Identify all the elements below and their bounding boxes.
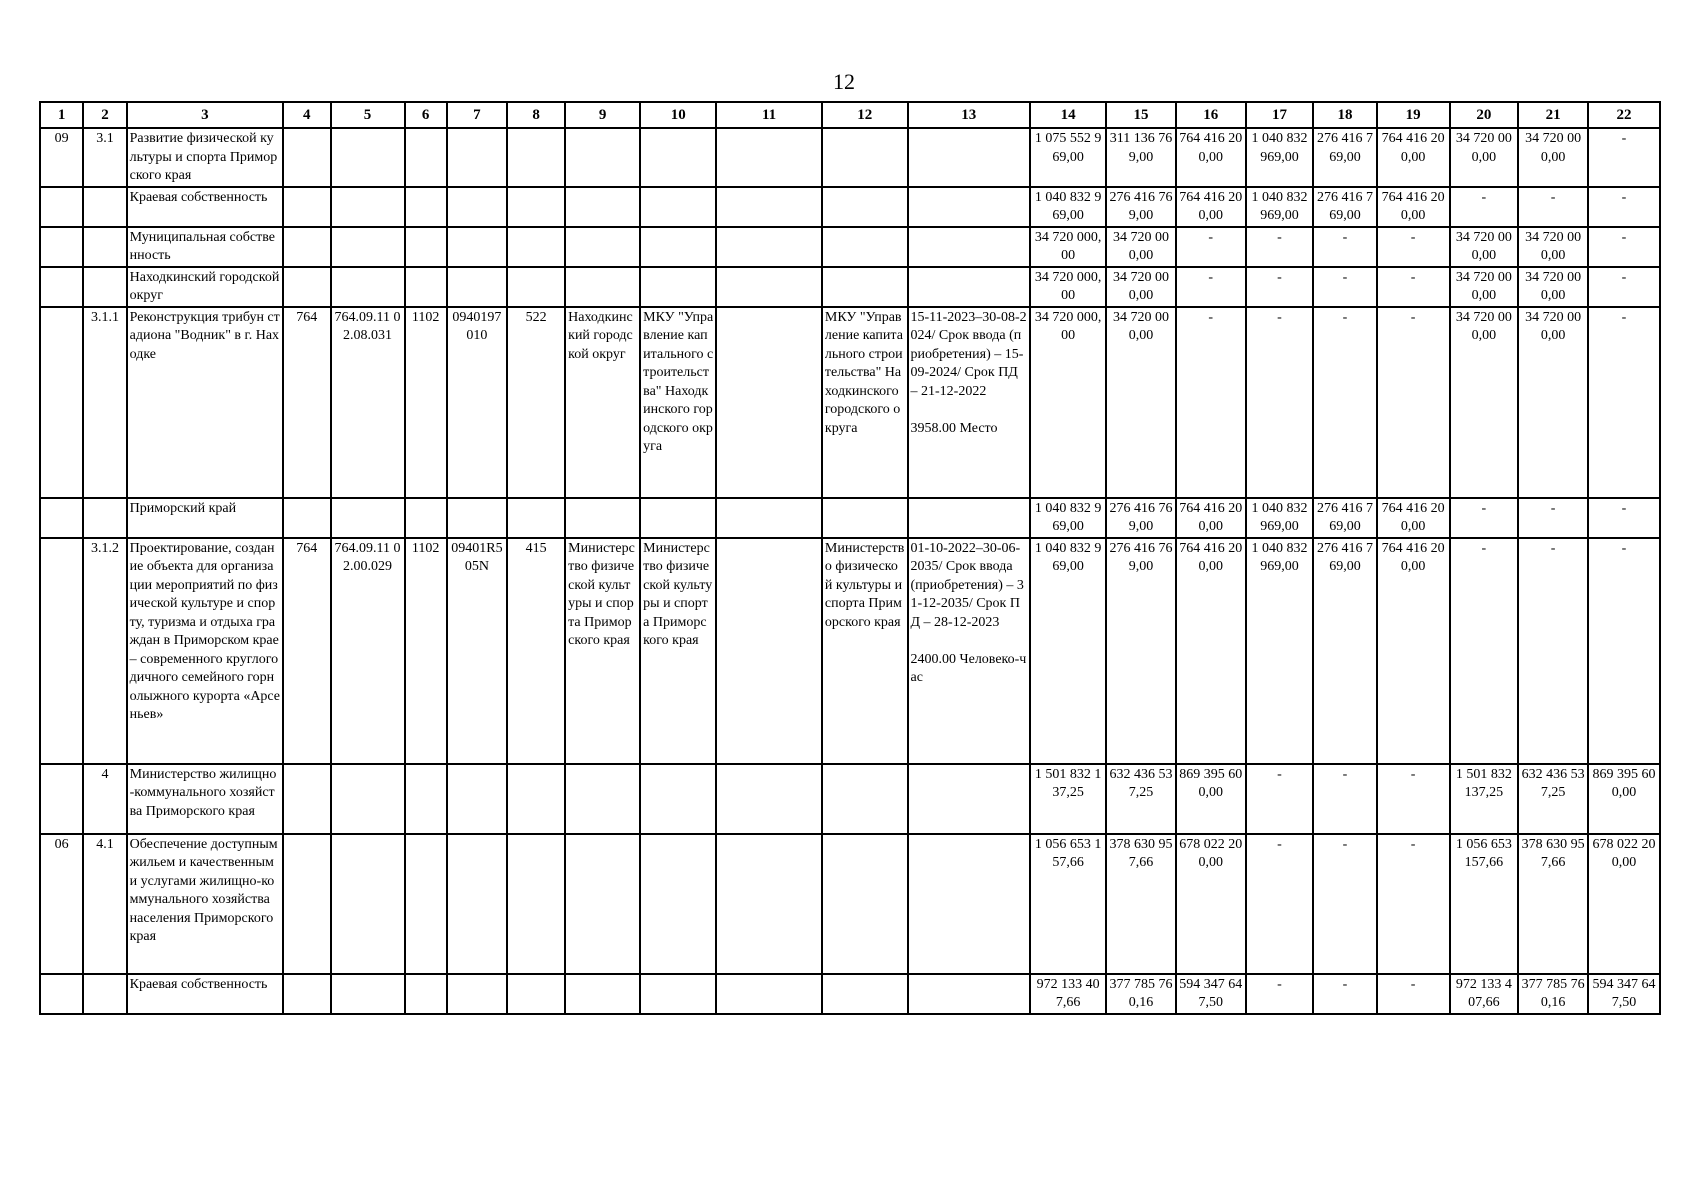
cell-col-20: - [1450,498,1519,538]
cell-col-19: - [1377,307,1450,498]
cell-col-8 [507,267,565,307]
cell-col-11 [716,307,822,498]
cell-col-9 [565,498,640,538]
cell-col-21: 34 720 000,00 [1518,307,1588,498]
cell-col-3: Обеспечение доступным жильем и качественными услугами жилищно-коммунального хозяйства населения Приморского края [127,834,283,974]
cell-col-11 [716,974,822,1014]
cell-col-19: 764 416 200,00 [1377,128,1450,187]
cell-col-12 [822,267,908,307]
cell-col-5 [331,128,405,187]
cell-col-20: - [1450,187,1519,227]
cell-col-3: Краевая собственность [127,187,283,227]
cell-col-11 [716,267,822,307]
cell-col-1: 09 [40,128,83,187]
cell-col-3: Находкинский городской округ [127,267,283,307]
cell-col-12: Министерство физической культуры и спорта Приморского края [822,538,908,764]
cell-col-16: - [1176,227,1246,267]
cell-col-1 [40,538,83,764]
cell-col-4 [283,498,331,538]
cell-col-5: 764.09.11 02.08.031 [331,307,405,498]
cell-col-18: - [1313,307,1376,498]
cell-col-14: 1 075 552 969,00 [1030,128,1106,187]
cell-col-14: 1 056 653 157,66 [1030,834,1106,974]
cell-col-15: 632 436 537,25 [1106,764,1176,834]
cell-col-10 [640,227,716,267]
cell-col-15: 34 720 000,00 [1106,267,1176,307]
cell-col-19: - [1377,834,1450,974]
cell-col-22: - [1588,538,1660,764]
table-row [40,307,1660,498]
cell-col-8 [507,834,565,974]
cell-col-13 [908,974,1031,1014]
cell-col-22: 869 395 600,00 [1588,764,1660,834]
column-header-16: 16 [1176,102,1246,128]
cell-col-11 [716,538,822,764]
cell-col-21: - [1518,498,1588,538]
cell-col-10 [640,267,716,307]
cell-col-16: 869 395 600,00 [1176,764,1246,834]
cell-col-5 [331,227,405,267]
cell-col-8 [507,227,565,267]
column-header-6: 6 [405,102,447,128]
cell-col-11 [716,187,822,227]
cell-col-12 [822,974,908,1014]
cell-col-21: 34 720 000,00 [1518,227,1588,267]
column-header-19: 19 [1377,102,1450,128]
budget-table [39,101,1661,1015]
cell-col-20: 34 720 000,00 [1450,307,1519,498]
cell-col-5 [331,498,405,538]
cell-col-17: - [1246,307,1314,498]
cell-col-4 [283,834,331,974]
cell-col-8 [507,498,565,538]
cell-col-10: МКУ "Управление капитального строительства" Находкинского городского округа [640,307,716,498]
cell-col-14: 972 133 407,66 [1030,974,1106,1014]
cell-col-6 [405,834,447,974]
cell-col-16: 678 022 200,00 [1176,834,1246,974]
cell-col-2: 4 [83,764,126,834]
cell-col-22: - [1588,267,1660,307]
cell-col-5 [331,974,405,1014]
cell-col-2: 3.1.1 [83,307,126,498]
cell-col-15: 311 136 769,00 [1106,128,1176,187]
cell-col-14: 34 720 000,00 [1030,267,1106,307]
cell-col-10 [640,498,716,538]
cell-col-16: 594 347 647,50 [1176,974,1246,1014]
cell-col-19: 764 416 200,00 [1377,187,1450,227]
cell-col-7 [447,834,507,974]
cell-col-15: 276 416 769,00 [1106,187,1176,227]
cell-col-22: - [1588,498,1660,538]
cell-col-3: Муниципальная собственность [127,227,283,267]
cell-col-18: - [1313,974,1376,1014]
cell-col-13 [908,498,1031,538]
cell-col-8: 522 [507,307,565,498]
cell-col-9 [565,187,640,227]
table-body [40,128,1660,1014]
column-header-2: 2 [83,102,126,128]
cell-col-15: 276 416 769,00 [1106,538,1176,764]
cell-col-14: 1 040 832 969,00 [1030,187,1106,227]
cell-col-6 [405,128,447,187]
cell-col-18: - [1313,834,1376,974]
cell-col-7: 09401R505N [447,538,507,764]
table-row [40,764,1660,834]
table-row [40,538,1660,764]
cell-col-12 [822,764,908,834]
cell-col-1 [40,227,83,267]
cell-col-6 [405,187,447,227]
cell-col-3: Развитие физической культуры и спорта Приморского края [127,128,283,187]
column-header-8: 8 [507,102,565,128]
cell-col-21: 378 630 957,66 [1518,834,1588,974]
cell-col-15: 377 785 760,16 [1106,974,1176,1014]
cell-col-3: Реконструкция трибун стадиона "Водник" в г. Находке [127,307,283,498]
cell-col-5 [331,267,405,307]
cell-col-17: - [1246,974,1314,1014]
column-header-21: 21 [1518,102,1588,128]
column-header-22: 22 [1588,102,1660,128]
cell-col-14: 34 720 000,00 [1030,307,1106,498]
cell-col-5 [331,834,405,974]
column-header-9: 9 [565,102,640,128]
cell-col-2: 3.1 [83,128,126,187]
cell-col-14: 1 501 832 137,25 [1030,764,1106,834]
cell-col-21: 377 785 760,16 [1518,974,1588,1014]
cell-col-11 [716,128,822,187]
cell-col-19: - [1377,764,1450,834]
cell-col-19: 764 416 200,00 [1377,538,1450,764]
cell-col-18: 276 416 769,00 [1313,538,1376,764]
cell-col-17: 1 040 832 969,00 [1246,538,1314,764]
column-header-14: 14 [1030,102,1106,128]
cell-col-14: 34 720 000,00 [1030,227,1106,267]
cell-col-10 [640,764,716,834]
table-row [40,128,1660,187]
cell-col-6 [405,764,447,834]
cell-col-16: 764 416 200,00 [1176,128,1246,187]
header-row [40,102,1660,128]
cell-col-20: 34 720 000,00 [1450,227,1519,267]
cell-col-9: Министерство физической культуры и спорта Приморского края [565,538,640,764]
cell-col-6: 1102 [405,538,447,764]
cell-col-18: - [1313,764,1376,834]
cell-col-16: - [1176,267,1246,307]
cell-col-2 [83,267,126,307]
cell-col-6 [405,974,447,1014]
cell-col-13 [908,187,1031,227]
cell-col-15: 378 630 957,66 [1106,834,1176,974]
cell-col-8 [507,764,565,834]
cell-col-20: - [1450,538,1519,764]
page-number: 12 [833,69,855,94]
cell-col-1 [40,307,83,498]
cell-col-20: 1 501 832 137,25 [1450,764,1519,834]
cell-col-18: 276 416 769,00 [1313,498,1376,538]
column-header-1: 1 [40,102,83,128]
cell-col-4 [283,128,331,187]
cell-col-4 [283,267,331,307]
cell-col-9: Находкинский городской округ [565,307,640,498]
table-row [40,974,1660,1014]
cell-col-5 [331,764,405,834]
cell-col-8: 415 [507,538,565,764]
cell-col-5: 764.09.11 02.00.029 [331,538,405,764]
cell-col-10 [640,834,716,974]
cell-col-4 [283,227,331,267]
cell-col-12 [822,187,908,227]
cell-col-2: 3.1.2 [83,538,126,764]
table-row [40,227,1660,267]
cell-col-1: 06 [40,834,83,974]
cell-col-4 [283,187,331,227]
cell-col-2 [83,227,126,267]
column-header-10: 10 [640,102,716,128]
cell-col-16: 764 416 200,00 [1176,498,1246,538]
cell-col-22: 678 022 200,00 [1588,834,1660,974]
cell-col-22: 594 347 647,50 [1588,974,1660,1014]
cell-col-17: - [1246,764,1314,834]
cell-col-20: 1 056 653 157,66 [1450,834,1519,974]
cell-col-13 [908,834,1031,974]
cell-col-13 [908,128,1031,187]
cell-col-18: - [1313,227,1376,267]
cell-col-12 [822,128,908,187]
cell-col-21: 34 720 000,00 [1518,128,1588,187]
cell-col-13 [908,267,1031,307]
cell-col-1 [40,267,83,307]
cell-col-19: - [1377,267,1450,307]
cell-col-7 [447,128,507,187]
table-row [40,267,1660,307]
cell-col-9 [565,834,640,974]
cell-col-13: 01-10-2022–30-06-2035/ Срок ввода (приобретения) – 31-12-2035/ Срок ПД – 28-12-2023 2400.00 Человеко-час [908,538,1031,764]
cell-col-10 [640,128,716,187]
cell-col-21: 632 436 537,25 [1518,764,1588,834]
cell-col-8 [507,128,565,187]
cell-col-20: 34 720 000,00 [1450,267,1519,307]
column-header-17: 17 [1246,102,1314,128]
cell-col-12: МКУ "Управление капитального строительства" Находкинского городского округа [822,307,908,498]
cell-col-15: 276 416 769,00 [1106,498,1176,538]
cell-col-9 [565,128,640,187]
cell-col-1 [40,974,83,1014]
cell-col-14: 1 040 832 969,00 [1030,498,1106,538]
cell-col-17: 1 040 832 969,00 [1246,498,1314,538]
cell-col-3: Краевая собственность [127,974,283,1014]
cell-col-7 [447,227,507,267]
cell-col-13: 15-11-2023–30-08-2024/ Срок ввода (приобретения) – 15-09-2024/ Срок ПД – 21-12-2022 3958.00 Место [908,307,1031,498]
column-header-13: 13 [908,102,1031,128]
cell-col-19: - [1377,974,1450,1014]
cell-col-2 [83,498,126,538]
cell-col-6 [405,227,447,267]
cell-col-10 [640,187,716,227]
cell-col-19: 764 416 200,00 [1377,498,1450,538]
cell-col-5 [331,187,405,227]
cell-col-20: 34 720 000,00 [1450,128,1519,187]
cell-col-7: 0940197010 [447,307,507,498]
cell-col-6 [405,498,447,538]
cell-col-7 [447,974,507,1014]
cell-col-22: - [1588,128,1660,187]
cell-col-3: Министерство жилищно-коммунального хозяйства Приморского края [127,764,283,834]
cell-col-11 [716,498,822,538]
cell-col-4 [283,764,331,834]
cell-col-18: 276 416 769,00 [1313,187,1376,227]
cell-col-22: - [1588,307,1660,498]
cell-col-3: Приморский край [127,498,283,538]
cell-col-17: 1 040 832 969,00 [1246,187,1314,227]
column-header-7: 7 [447,102,507,128]
cell-col-1 [40,187,83,227]
table-row [40,187,1660,227]
cell-col-21: 34 720 000,00 [1518,267,1588,307]
cell-col-13 [908,227,1031,267]
column-header-11: 11 [716,102,822,128]
column-header-5: 5 [331,102,405,128]
column-header-3: 3 [127,102,283,128]
cell-col-17: - [1246,267,1314,307]
column-header-4: 4 [283,102,331,128]
column-header-12: 12 [822,102,908,128]
cell-col-16: 764 416 200,00 [1176,538,1246,764]
cell-col-4: 764 [283,307,331,498]
column-header-18: 18 [1313,102,1376,128]
cell-col-9 [565,974,640,1014]
cell-col-9 [565,764,640,834]
cell-col-6 [405,267,447,307]
cell-col-8 [507,974,565,1014]
cell-col-20: 972 133 407,66 [1450,974,1519,1014]
cell-col-11 [716,834,822,974]
cell-col-21: - [1518,538,1588,764]
cell-col-14: 1 040 832 969,00 [1030,538,1106,764]
cell-col-10 [640,974,716,1014]
cell-col-12 [822,498,908,538]
cell-col-11 [716,764,822,834]
cell-col-2: 4.1 [83,834,126,974]
cell-col-17: - [1246,834,1314,974]
cell-col-7 [447,498,507,538]
cell-col-16: 764 416 200,00 [1176,187,1246,227]
cell-col-3: Проектирование, создание объекта для организации мероприятий по физической культуре и спорту, туризма и отдыха граждан в Приморском крае – современного круглогодичного семейного горнолыжного курорта «Арсеньев» [127,538,283,764]
cell-col-12 [822,834,908,974]
cell-col-22: - [1588,227,1660,267]
cell-col-2 [83,974,126,1014]
cell-col-7 [447,187,507,227]
cell-col-7 [447,764,507,834]
cell-col-15: 34 720 000,00 [1106,227,1176,267]
cell-col-8 [507,187,565,227]
cell-col-17: - [1246,227,1314,267]
column-header-15: 15 [1106,102,1176,128]
cell-col-9 [565,267,640,307]
cell-col-1 [40,764,83,834]
cell-col-15: 34 720 000,00 [1106,307,1176,498]
cell-col-11 [716,227,822,267]
cell-col-10: Министерство физической культуры и спорта Приморского края [640,538,716,764]
cell-col-21: - [1518,187,1588,227]
cell-col-18: - [1313,267,1376,307]
column-header-20: 20 [1450,102,1519,128]
cell-col-17: 1 040 832 969,00 [1246,128,1314,187]
cell-col-4 [283,974,331,1014]
table-row [40,834,1660,974]
cell-col-18: 276 416 769,00 [1313,128,1376,187]
cell-col-13 [908,764,1031,834]
cell-col-12 [822,227,908,267]
cell-col-6: 1102 [405,307,447,498]
cell-col-7 [447,267,507,307]
cell-col-9 [565,227,640,267]
cell-col-1 [40,498,83,538]
cell-col-19: - [1377,227,1450,267]
cell-col-22: - [1588,187,1660,227]
cell-col-2 [83,187,126,227]
cell-col-4: 764 [283,538,331,764]
cell-col-16: - [1176,307,1246,498]
table-row [40,498,1660,538]
